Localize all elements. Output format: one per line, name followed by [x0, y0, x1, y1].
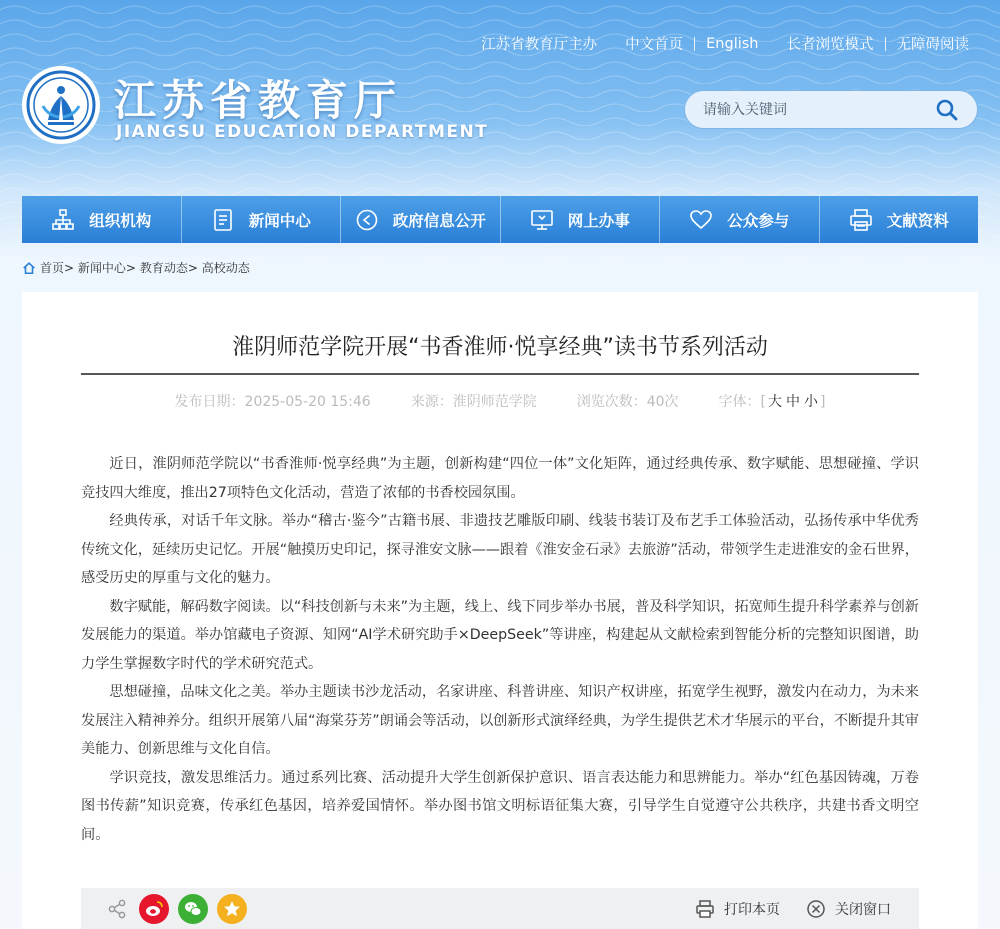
divider	[885, 37, 886, 51]
font-large-button[interactable]: 大	[768, 394, 782, 410]
org-chart-icon	[51, 208, 75, 232]
close-icon	[806, 899, 826, 919]
article-source: 来源：淮阴师范学院	[410, 394, 537, 410]
view-count: 浏览次数：40次	[576, 394, 679, 410]
close-label: 关闭窗口	[835, 901, 891, 918]
breadcrumb-separator: >	[187, 260, 198, 275]
english-link[interactable]: English	[706, 35, 759, 52]
print-button[interactable]	[695, 899, 780, 919]
article-paragraph: 思想碰撞，品味文化之美。举办主题读书沙龙活动，名家讲座、科普讲座、知识产权讲座，拓宽学生视野，激发内在动力，为未来发展注入精神养分。组织开展第八届“海棠芬芳”朗诵会等活动，以创新形式演绎经典，为学生提供艺术才华展示的平台，不断提升其审美能力、创新思维与文化自信。	[81, 684, 919, 757]
nav-item-public-participation[interactable]	[660, 196, 820, 243]
share-bar	[81, 888, 919, 929]
article-paragraph: 经典传承，对话千年文脉。举办“稽古·鉴今”古籍书展、非遗技艺雕版印刷、线装书装订及布艺手工体验活动，弘扬传承中华优秀传统文化，延续历史记忆。开展“触摸历史印记，探寻淮安文脉——跟着《淮安金石录》去旅游”活动，带领学生走进淮安的金石世界，感受历史的厚重与文化的魅力。	[81, 513, 919, 586]
share-icon	[107, 899, 127, 919]
breadcrumb-separator: >	[125, 260, 136, 275]
article-title: 淮阴师范学院开展“书香淮师·悦享经典”读书节系列活动	[232, 335, 768, 360]
breadcrumb-home[interactable]: 首页	[40, 261, 65, 275]
star-icon	[222, 899, 242, 919]
nav-label: 新闻中心	[248, 211, 311, 230]
nav-label: 文献资料	[886, 211, 949, 230]
nav-item-documents[interactable]	[820, 196, 979, 243]
title-divider	[81, 373, 919, 375]
home-icon	[22, 261, 36, 275]
share-weibo-button[interactable]	[139, 894, 169, 924]
monitor-icon	[530, 208, 554, 232]
breadcrumb-edu-news[interactable]: 教育动态	[139, 261, 188, 275]
search-input[interactable]	[703, 102, 923, 118]
nav-label: 网上办事	[567, 211, 630, 230]
search-icon[interactable]	[935, 98, 959, 122]
share-wechat-button[interactable]	[178, 894, 208, 924]
publish-date: 发布日期：2025-05-20 15:46	[174, 394, 371, 410]
nav-label: 组织机构	[89, 211, 152, 230]
host-link[interactable]: 江苏省教育厅主办	[481, 37, 598, 53]
nav-item-organization[interactable]	[22, 196, 182, 243]
article-paragraph: 近日，淮阴师范学院以“书香淮师·悦享经典”为主题，创新构建“四位一体”文化矩阵，通过经典传承、数字赋能、思想碰撞、学识竞技四大维度，推出27项特色文化活动，营造了浓郁的书香校园氛围。	[81, 456, 919, 501]
print-label: 打印本页	[724, 901, 780, 918]
article-body	[81, 450, 919, 849]
nav-item-online-service[interactable]	[501, 196, 661, 243]
breadcrumb-news[interactable]: 新闻中心	[77, 261, 126, 275]
nav-item-news[interactable]	[182, 196, 342, 243]
site-title-en: JIANGSU EDUCATION DEPARTMENT	[116, 122, 489, 142]
main-nav	[22, 196, 978, 243]
weibo-icon	[144, 899, 164, 919]
department-logo[interactable]	[22, 66, 100, 144]
font-small-button[interactable]: 小	[804, 394, 818, 410]
elderly-mode-link[interactable]: 长者浏览模式	[786, 37, 874, 53]
close-window-button[interactable]	[806, 899, 891, 919]
site-title: 江苏省教育厅	[114, 76, 403, 125]
article-card	[22, 292, 978, 929]
wechat-icon	[183, 899, 203, 919]
accessibility-link[interactable]: 无障碍阅读	[896, 37, 969, 53]
emblem-icon	[26, 70, 96, 140]
home-cn-link[interactable]: 中文首页	[625, 37, 684, 53]
document-icon	[211, 208, 235, 232]
heart-icon	[689, 208, 713, 232]
font-medium-button[interactable]: 中	[786, 394, 800, 410]
article-meta	[22, 391, 978, 411]
breadcrumb	[22, 259, 250, 276]
font-size-control: 字体：[ 大 中 小 ]	[718, 394, 826, 410]
share-qzone-button[interactable]	[217, 894, 247, 924]
article-paragraph: 学识竞技，激发思维活力。通过系列比赛、活动提升大学生创新保护意识、语言表达能力和思辨能力。举办“红色基因铸魂，万卷图书传薪”知识竞赛，传承红色基因，培养爱国情怀。举办图书馆文明标语征集大赛，引导学生自觉遵守公共秩序，共建书香文明空间。	[81, 769, 919, 843]
breadcrumb-university-news[interactable]: 高校动态	[201, 261, 250, 275]
printer-archive-icon	[849, 208, 873, 232]
nav-label: 政府信息公开	[392, 211, 486, 230]
nav-item-info-disclosure[interactable]	[341, 196, 501, 243]
info-disclosure-icon	[355, 208, 379, 232]
divider	[694, 37, 695, 51]
printer-icon	[695, 899, 715, 919]
search-box	[684, 90, 978, 129]
top-links	[481, 33, 969, 54]
nav-label: 公众参与	[727, 211, 790, 230]
article-paragraph: 数字赋能，解码数字阅读。以“科技创新与未来”为主题，线上、线下同步举办书展，普及科学知识，拓宽师生提升科学素养与创新发展能力的渠道。举办馆藏电子资源、知网“AI学术研究助手×DeepSeek”等讲座，构建起从文献检索到智能分析的完整知识图谱，助力学生掌握数字时代的学术研究范式。	[81, 598, 919, 672]
breadcrumb-separator: >	[64, 260, 75, 275]
